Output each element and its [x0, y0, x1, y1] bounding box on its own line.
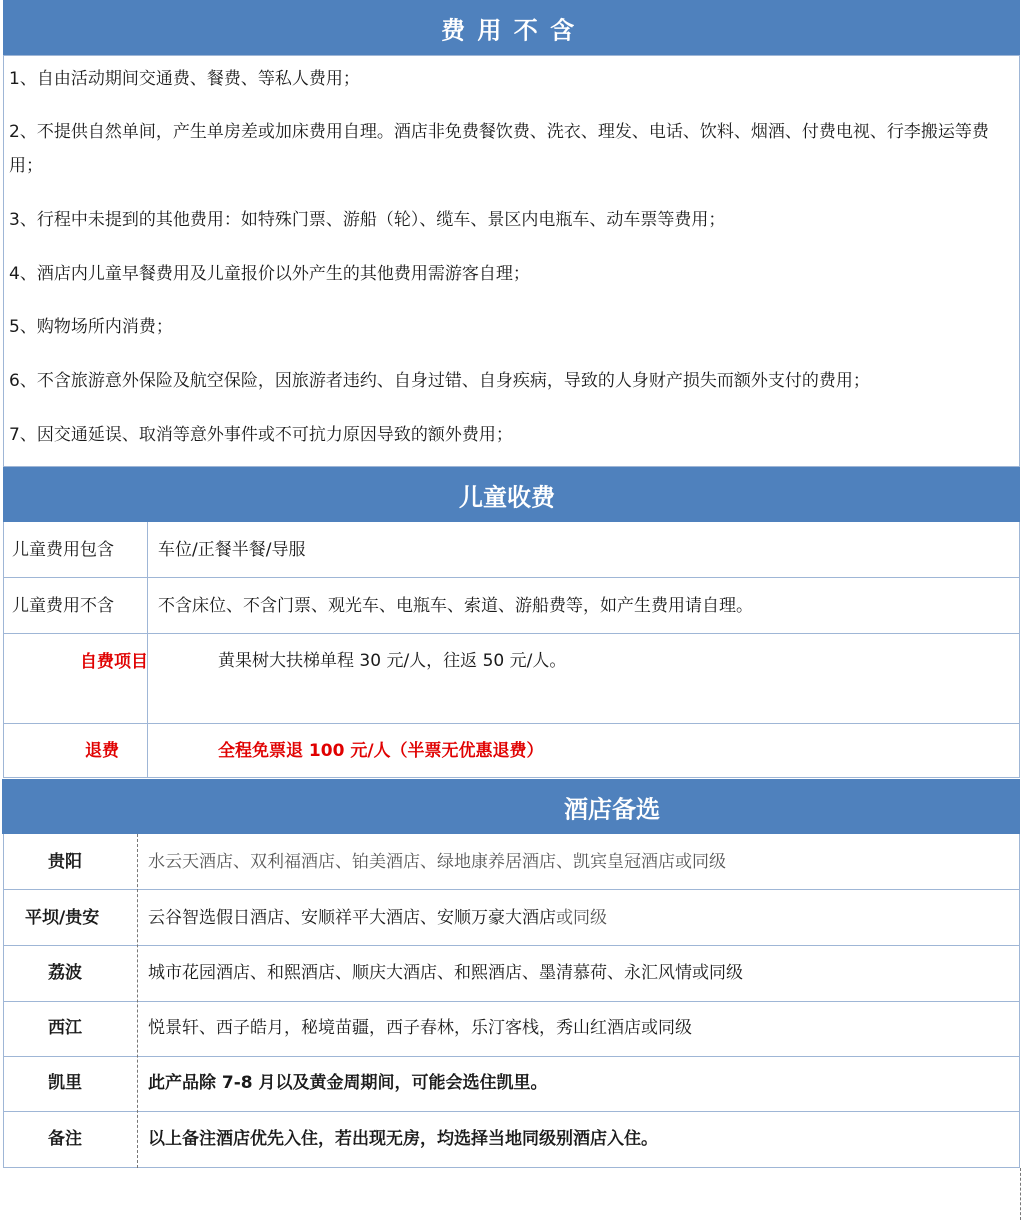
- hotel-pingba-value: [148, 903, 607, 928]
- hotel-libo-value: 城市花园酒店、和熙酒店、顺庆大酒店、和熙酒店、墨清慕荷、永汇风情或同级: [148, 963, 743, 983]
- hotel-divider: [137, 834, 138, 1168]
- hotel-pingba-list: 云谷智选假日酒店、安顺祥平大酒店、安顺万豪大酒店: [148, 908, 556, 928]
- child-optional-label: 自费项目: [80, 652, 148, 672]
- excluded-header: [3, 0, 1020, 55]
- fee-item-1: 1、自由活动期间交通费、餐费、等私人费用；: [9, 69, 360, 89]
- child-refund-label: 退费: [85, 741, 119, 761]
- child-row-included: [3, 522, 1020, 578]
- child-excluded-value: 不含床位、不含门票、观光车、电瓶车、索道、游船费等，如产生费用请自理。: [158, 596, 753, 616]
- fee-item-3: 3、行程中未提到的其他费用：如特殊门票、游船（轮）、缆车、景区内电瓶车、动车票等费用；: [9, 210, 726, 230]
- hotel-title: 酒店备选: [564, 795, 660, 823]
- page-right-edge: [1020, 1168, 1021, 1220]
- fee-item-4: 4、酒店内儿童早餐费用及儿童报价以外产生的其他费用需游客自理；: [9, 264, 530, 284]
- child-optional-value: 黄果树大扶梯单程 30 元/人，往返 50 元/人。: [218, 651, 567, 671]
- fee-item-5: 5、购物场所内消费；: [9, 317, 173, 337]
- hotel-pingba-label: 平坝/贵安: [25, 908, 100, 928]
- hotel-libo-label: 荔波: [48, 963, 82, 983]
- hotel-kaili-label: 凯里: [48, 1073, 82, 1093]
- hotel-guiyang-label: 贵阳: [48, 852, 82, 872]
- hotel-note-label: 备注: [48, 1129, 82, 1149]
- fee-item-2: 2、不提供自然单间，产生单房差或加床费用自理。酒店非免费餐饮费、洗衣、理发、电话、饮料、烟酒、付费电视、行李搬运等费用；: [9, 122, 989, 176]
- child-included-label: 儿童费用包含: [12, 540, 114, 560]
- child-included-value: 车位/正餐半餐/导服: [158, 540, 306, 560]
- hotel-xijiang-value: 悦景轩、西子皓月，秘境苗疆，西子春林，乐汀客栈，秀山红酒店或同级: [148, 1018, 692, 1038]
- hotel-header: [2, 779, 1020, 834]
- child-title: 儿童收费: [459, 483, 555, 511]
- child-refund-value: 全程免票退 100 元/人（半票无优惠退费）: [218, 741, 544, 761]
- fee-item-7: 7、因交通延误、取消等意外事件或不可抗力原因导致的额外费用；: [9, 425, 513, 445]
- hotel-pingba-suffix: 或同级: [556, 908, 607, 928]
- hotel-note-value: 以上备注酒店优先入住，若出现无房，均选择当地同级别酒店入住。: [148, 1129, 658, 1149]
- fee-item-6: 6、不含旅游意外保险及航空保险，因旅游者违约、自身过错、自身疾病，导致的人身财产损失而额外支付的费用；: [9, 371, 870, 391]
- hotel-guiyang-value: 水云天酒店、双利福酒店、铂美酒店、绿地康养居酒店、凯宾皇冠酒店或同级: [148, 852, 726, 872]
- hotel-xijiang-label: 西江: [48, 1018, 82, 1038]
- child-excluded-label: 儿童费用不含: [12, 596, 114, 616]
- hotel-kaili-value: 此产品除 7-8 月以及黄金周期间，可能会选住凯里。: [148, 1073, 548, 1093]
- child-divider: [147, 522, 148, 778]
- excluded-title: 费 用 不 含: [441, 16, 577, 44]
- child-header: [3, 467, 1020, 522]
